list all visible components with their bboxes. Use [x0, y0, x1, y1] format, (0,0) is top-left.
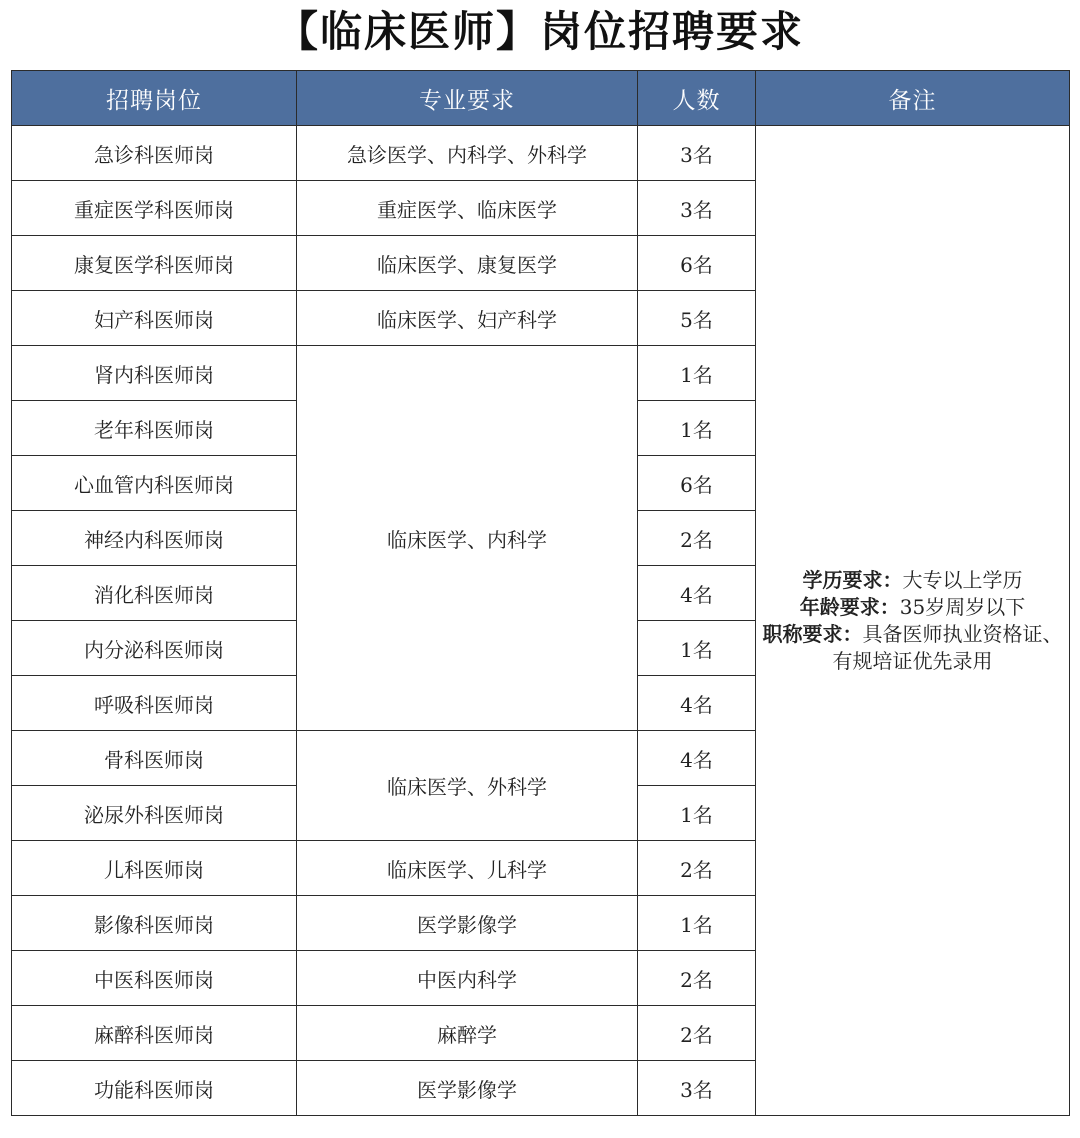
count-cell: 2名 — [638, 511, 756, 566]
count-cell: 2名 — [638, 841, 756, 896]
note-education-value: 大专以上学历 — [902, 567, 1023, 592]
count-cell: 1名 — [638, 896, 756, 951]
note-education-key: 学历要求： — [802, 567, 903, 592]
header-count: 人数 — [638, 71, 756, 126]
position-cell: 肾内科医师岗 — [12, 346, 297, 401]
position-cell: 老年科医师岗 — [12, 401, 297, 456]
major-cell: 临床医学、儿科学 — [297, 841, 638, 896]
position-cell: 泌尿外科医师岗 — [12, 786, 297, 841]
notes-cell — [756, 126, 1070, 1116]
position-cell: 神经内科医师岗 — [12, 511, 297, 566]
count-cell: 1名 — [638, 786, 756, 841]
count-cell: 2名 — [638, 1006, 756, 1061]
count-cell: 4名 — [638, 566, 756, 621]
major-cell: 麻醉学 — [297, 1006, 638, 1061]
count-cell: 3名 — [638, 126, 756, 181]
major-cell: 急诊医学、内科学、外科学 — [297, 126, 638, 181]
position-cell: 急诊科医师岗 — [12, 126, 297, 181]
major-cell: 医学影像学 — [297, 1061, 638, 1116]
position-cell: 康复医学科医师岗 — [12, 236, 297, 291]
count-cell: 4名 — [638, 676, 756, 731]
position-cell: 内分泌科医师岗 — [12, 621, 297, 676]
note-title — [756, 621, 1069, 675]
major-cell: 中医内科学 — [297, 951, 638, 1006]
position-cell: 妇产科医师岗 — [12, 291, 297, 346]
major-cell: 临床医学、内科学 — [297, 346, 638, 731]
count-cell: 3名 — [638, 181, 756, 236]
count-cell: 5名 — [638, 291, 756, 346]
header-major: 专业要求 — [297, 71, 638, 126]
position-cell: 功能科医师岗 — [12, 1061, 297, 1116]
table-header-row — [12, 71, 1070, 126]
count-cell: 1名 — [638, 401, 756, 456]
note-title-value: 具备医师执业资格证、有规培证优先录用 — [832, 621, 1063, 673]
count-cell: 6名 — [638, 236, 756, 291]
header-notes: 备注 — [756, 71, 1070, 126]
position-cell: 儿科医师岗 — [12, 841, 297, 896]
count-cell: 6名 — [638, 456, 756, 511]
note-age-value: 35岁周岁以下 — [899, 594, 1026, 619]
count-cell: 2名 — [638, 951, 756, 1006]
note-education — [756, 567, 1069, 594]
page-title: 【临床医师】岗位招聘要求 — [275, 7, 804, 56]
major-cell: 临床医学、妇产科学 — [297, 291, 638, 346]
position-cell: 心血管内科医师岗 — [12, 456, 297, 511]
position-cell: 影像科医师岗 — [12, 896, 297, 951]
position-cell: 骨科医师岗 — [12, 731, 297, 786]
position-cell: 呼吸科医师岗 — [12, 676, 297, 731]
count-cell: 4名 — [638, 731, 756, 786]
note-age-key: 年龄要求： — [799, 594, 900, 619]
count-cell: 1名 — [638, 621, 756, 676]
header-position: 招聘岗位 — [12, 71, 297, 126]
note-age — [756, 594, 1069, 621]
position-cell: 麻醉科医师岗 — [12, 1006, 297, 1061]
major-cell: 医学影像学 — [297, 896, 638, 951]
recruitment-table — [11, 70, 1070, 1116]
count-cell: 1名 — [638, 346, 756, 401]
position-cell: 中医科医师岗 — [12, 951, 297, 1006]
major-cell: 临床医学、康复医学 — [297, 236, 638, 291]
major-cell: 重症医学、临床医学 — [297, 181, 638, 236]
position-cell: 消化科医师岗 — [12, 566, 297, 621]
count-cell: 3名 — [638, 1061, 756, 1116]
note-title-key: 职称要求： — [762, 621, 863, 646]
table-row — [12, 126, 1070, 181]
position-cell: 重症医学科医师岗 — [12, 181, 297, 236]
major-cell: 临床医学、外科学 — [297, 731, 638, 841]
